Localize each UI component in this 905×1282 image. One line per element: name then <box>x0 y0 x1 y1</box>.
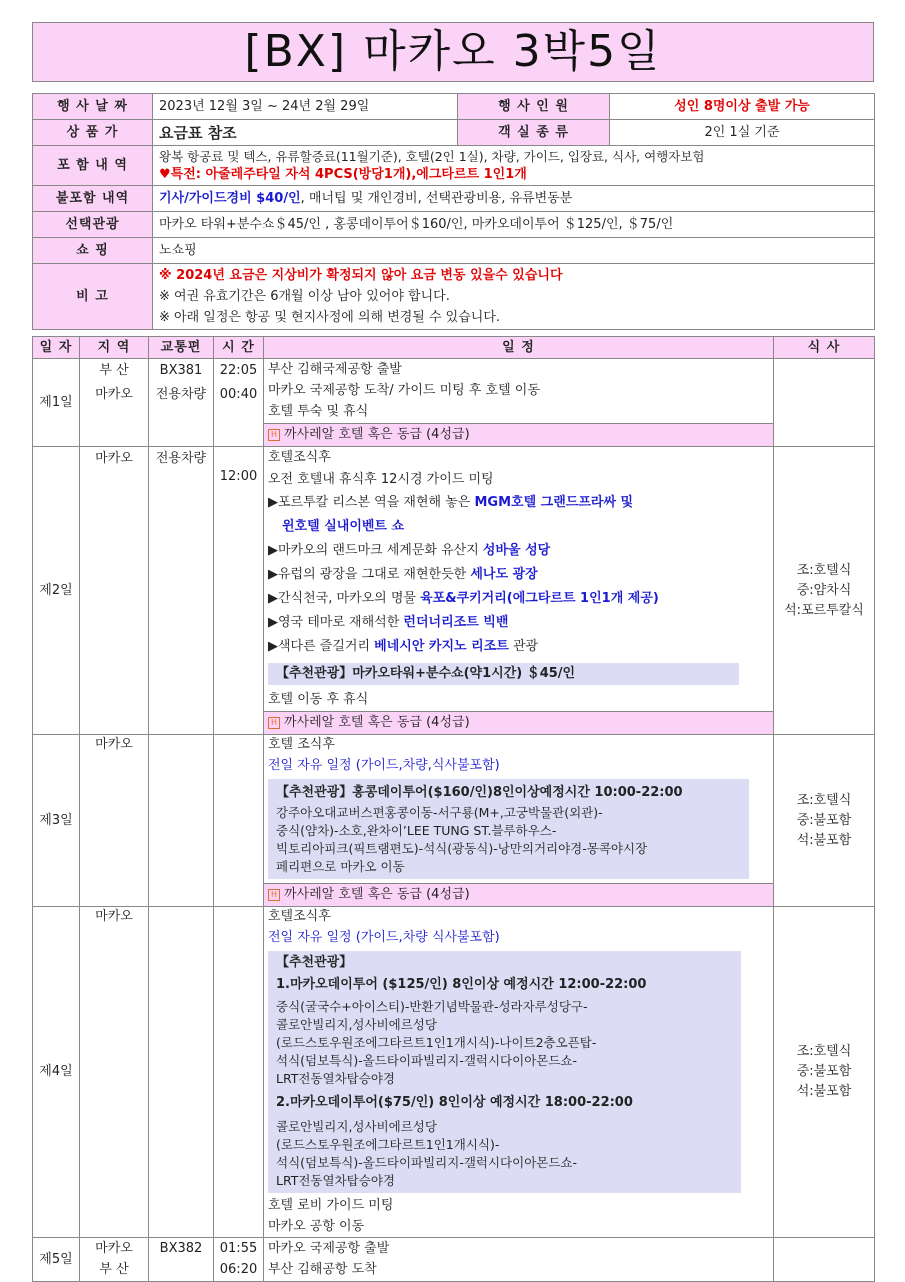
day4-tour1-line2: 콜로안빌리지,성사비에르성당 <box>276 1017 437 1032</box>
day2-hotel-text: 까사레알 호텔 혹은 동급 (4성급) <box>284 715 470 730</box>
day3-time <box>214 735 264 907</box>
optional-value: 마카오 타워+분수쇼＄45/인 , 홍콩데이투어＄160/인, 마카오데이투어 ＄125/인, ＄75/인 <box>153 212 875 238</box>
day4-meal3: 석:불포함 <box>796 1084 852 1099</box>
day3-line2: 전일 자유 일정 (가이드,차량,식사불포함) <box>268 758 500 773</box>
day2-line5-highlight: 성바울 성당 <box>482 543 551 558</box>
day2-line9 <box>268 635 769 659</box>
day2-line6-highlight: 세나도 광장 <box>470 567 538 582</box>
day2-line5 <box>268 539 769 563</box>
day3-line1: 호텔 조식후 <box>268 737 335 752</box>
day2-row <box>33 447 875 735</box>
day2-line7 <box>268 587 769 611</box>
day5-time1: 01:55 <box>219 1241 258 1256</box>
day3-place-text: 마카오 <box>95 737 133 752</box>
info-table <box>32 93 875 330</box>
note-1: ※ 2024년 요금은 지상비가 확정되지 않아 요금 변동 있을수 있습니다 <box>159 268 563 283</box>
notes-label: 비 고 <box>33 264 153 330</box>
day2-time <box>214 447 264 735</box>
day4-box-title: 【추천관광】 <box>276 955 353 970</box>
header-day: 일 자 <box>33 337 80 359</box>
day1-transport <box>149 359 214 447</box>
day5-row <box>33 1238 875 1282</box>
day1-row <box>33 359 875 447</box>
header-time: 시 간 <box>214 337 264 359</box>
day2-line4: 윈호텔 실내이벤트 쇼 <box>282 519 405 534</box>
hotel-icon: H <box>268 717 280 729</box>
day3-row <box>33 735 875 907</box>
header-place: 지 역 <box>80 337 149 359</box>
day5-line2: 부산 김해공항 도착 <box>268 1262 377 1277</box>
day1-place2: 마카오 <box>95 387 133 402</box>
day4-label: 제4일 <box>33 907 80 1238</box>
day2-line8-pre: ▶영국 테마로 재해석한 <box>268 615 404 630</box>
day5-place <box>80 1238 149 1282</box>
day2-line9-post: 관광 <box>508 639 539 654</box>
day5-meal <box>774 1238 875 1282</box>
day5-time <box>214 1238 264 1282</box>
day2-transport-text: 전용차량 <box>155 451 207 466</box>
day2-hotel <box>264 711 773 734</box>
day2-recommend-box <box>268 663 739 685</box>
day3-place <box>80 735 149 907</box>
day4-meal1: 조:호텔식 <box>796 1044 852 1059</box>
day2-line6 <box>268 563 769 587</box>
day2-line3-pre: ▶포르투칼 리스본 역을 재현해 놓은 <box>268 495 475 510</box>
day3-transport <box>149 735 214 907</box>
day2-transport <box>149 447 214 735</box>
day3-box-title: 【추천관광】홍콩데이투어($160/인)8인이상예정시간 10:00-22:00 <box>276 785 683 800</box>
day2-line3 <box>268 491 769 515</box>
day4-tour2-line4: LRT전동열차탑승야경 <box>276 1173 395 1188</box>
day1-line2: 마카오 국제공항 도착/ 가이드 미팅 후 호텔 이동 <box>268 383 540 398</box>
day4-line4: 마카오 공항 이동 <box>268 1219 365 1234</box>
day2-meal2: 중:얌차식 <box>796 582 852 598</box>
day2-meal <box>774 447 875 735</box>
day4-tour1-line3: (로드스토우원조에그타르트1인1개시식)-나이트2층오픈탑- <box>276 1035 597 1050</box>
room-value: 2인 1실 기준 <box>610 120 875 146</box>
include-label: 포 함 내 역 <box>33 146 153 186</box>
day1-place <box>80 359 149 447</box>
day5-transport <box>149 1238 214 1282</box>
day2-box-text: 【추천관광】마카오타워+분수쇼(약1시간) ＄45/인 <box>276 666 576 681</box>
day1-transport2: 전용차량 <box>155 387 207 402</box>
note-2: ※ 여권 유효기간은 6개월 이상 남아 있어야 합니다. <box>159 289 450 304</box>
day4-time <box>214 907 264 1238</box>
price-value: 요금표 참조 <box>153 120 458 146</box>
price-label: 상 품 가 <box>33 120 153 146</box>
exclude-rest: , 매너팁 및 개인경비, 선택관광비용, 유류변동분 <box>300 190 573 206</box>
shopping-value: 노쇼핑 <box>153 238 875 264</box>
notes-cell <box>153 264 875 330</box>
day2-line5-pre: ▶마카오의 랜드마크 세계문화 유산지 <box>268 543 483 558</box>
day2-meal3: 석:포르투칼식 <box>784 602 864 618</box>
day4-tour2-line2: (로드스토우원조에그타르트1인1개시식)- <box>276 1137 500 1152</box>
day1-line3: 호텔 투숙 및 휴식 <box>268 404 369 419</box>
day2-place <box>80 447 149 735</box>
day2-time-text: 12:00 <box>219 469 258 484</box>
day2-place-text: 마카오 <box>95 451 133 466</box>
day1-place1: 부 산 <box>99 363 129 378</box>
day2-line6-pre: ▶유럽의 광장을 그대로 재현한듯한 <box>268 567 471 582</box>
shopping-label: 쇼 핑 <box>33 238 153 264</box>
day4-place <box>80 907 149 1238</box>
day1-time <box>214 359 264 447</box>
note-3: ※ 아래 일정은 항공 및 현지사정에 의해 변경될 수 있습니다. <box>159 310 501 325</box>
day5-label: 제5일 <box>33 1238 80 1282</box>
day1-transport1: BX381 <box>159 363 203 378</box>
day1-itinerary <box>264 359 774 447</box>
exclude-guide-fee: 기사/가이드경비 $40/인 <box>159 190 301 206</box>
day4-tour2-line3: 석식(덤보특식)-올드타이파빌리지-갤럭시다이아몬드쇼- <box>276 1155 578 1170</box>
day4-row <box>33 907 875 1238</box>
day1-hotel <box>264 423 773 446</box>
page-title: [BX] 마카오 3박5일 <box>32 22 874 82</box>
day3-meal1: 조:호텔식 <box>796 792 852 808</box>
day4-tour1-line4: 석식(덤보특식)-올드타이파빌리지-갤럭시다이아몬드쇼- <box>276 1053 578 1068</box>
date-label: 행 사 날 짜 <box>33 94 153 120</box>
day1-hotel-text: 까사레알 호텔 혹은 동급 (4성급) <box>284 427 470 442</box>
day4-line2: 전일 자유 일정 (가이드,차량 식사불포함) <box>268 930 500 945</box>
day2-label: 제2일 <box>33 447 80 735</box>
day3-hotel <box>264 883 773 906</box>
day5-itinerary <box>264 1238 774 1282</box>
day4-meal <box>774 907 875 1238</box>
hotel-icon: H <box>268 889 280 901</box>
day4-recommend-box <box>268 951 741 1193</box>
include-cell <box>153 146 875 186</box>
day4-tour1-line5: LRT전동열차탑승야경 <box>276 1071 395 1086</box>
day2-meal1: 조:호텔식 <box>796 562 852 578</box>
day1-label: 제1일 <box>33 359 80 447</box>
day4-place-text: 마카오 <box>95 909 133 924</box>
day3-label: 제3일 <box>33 735 80 907</box>
day3-box-line4: 페리편으로 마카오 이동 <box>276 859 405 874</box>
day3-recommend-box <box>268 779 749 879</box>
day2-line8 <box>268 611 769 635</box>
day4-tour1-title: 1.마카오데이투어 ($125/인) 8인이상 예정시간 12:00-22:00 <box>276 977 647 992</box>
hotel-icon: H <box>268 429 280 441</box>
day1-line1: 부산 김해국제공항 출발 <box>268 362 402 377</box>
people-value: 성인 8명이상 출발 가능 <box>610 94 875 120</box>
day2-line8-highlight: 런더너리조트 빅밴 <box>403 615 509 630</box>
day1-meal <box>774 359 875 447</box>
day5-time2: 06:20 <box>219 1262 258 1277</box>
day1-time2: 00:40 <box>219 387 258 402</box>
day5-line1: 마카오 국제공항 출발 <box>268 1241 390 1256</box>
day5-transport-text: BX382 <box>159 1241 203 1256</box>
day3-box-line2: 중식(얌차)-소호,완차이’LEE TUNG ST.블루하우스- <box>276 823 557 838</box>
day3-hotel-text: 까사레알 호텔 혹은 동급 (4성급) <box>284 887 470 902</box>
date-value: 2023년 12월 3일 ~ 24년 2월 29일 <box>153 94 458 120</box>
day3-itinerary <box>264 735 774 907</box>
day3-meal <box>774 735 875 907</box>
day1-time1: 22:05 <box>219 363 258 378</box>
room-label: 객 실 종 류 <box>458 120 610 146</box>
day2-line9-pre: ▶색다른 즐길거리 <box>268 639 375 654</box>
day5-place1: 마카오 <box>95 1241 133 1256</box>
day4-tour1-line1: 중식(굴국수+아이스티)-반환기념박물관-성라자루성당구- <box>276 999 588 1014</box>
exclude-label: 불포함 내역 <box>33 186 153 212</box>
day4-transport <box>149 907 214 1238</box>
day4-line1: 호텔조식후 <box>268 909 331 924</box>
day3-box-line3: 빅토리아피크(픽트램편도)-석식(광동식)-낭만의거리야경-몽콕야시장 <box>276 841 648 856</box>
day2-itinerary <box>264 447 774 735</box>
header-transport: 교통편 <box>149 337 214 359</box>
day4-tour2-title: 2.마카오데이투어($75/인) 8인이상 예정시간 18:00-22:00 <box>276 1095 633 1110</box>
people-label: 행 사 인 원 <box>458 94 610 120</box>
day3-meal2: 중:불포함 <box>796 812 852 828</box>
day4-itinerary <box>264 907 774 1238</box>
header-meal: 식 사 <box>774 337 875 359</box>
day2-line7-highlight: 육포&쿠키거리(에그타르트 1인1개 제공) <box>420 591 659 606</box>
day2-line7-pre: ▶간식천국, 마카오의 명물 <box>268 591 421 606</box>
day4-meal2: 중:불포함 <box>796 1064 852 1079</box>
day2-line2: 오전 호텔내 휴식후 12시경 가이드 미팅 <box>268 472 494 487</box>
day4-tour2-line1: 콜로안빌리지,성사비에르성당 <box>276 1119 437 1134</box>
day3-meal3: 석:불포함 <box>796 832 852 848</box>
day2-line3-highlight: MGM호텔 그랜드프라싸 및 <box>474 495 634 510</box>
header-itinerary: 일 정 <box>264 337 774 359</box>
include-line2: ♥특전: 아줄레주타일 자석 4PCS(방당1개),에그타르트 1인1개 <box>159 166 527 182</box>
day4-line3: 호텔 로비 가이드 미팅 <box>268 1198 394 1213</box>
day2-line1: 호텔조식후 <box>268 450 331 465</box>
day2-line9-highlight: 베네시안 카지노 리조트 <box>374 639 509 654</box>
schedule-table <box>32 336 875 1282</box>
day5-place2: 부 산 <box>99 1262 129 1277</box>
optional-label: 선택관광 <box>33 212 153 238</box>
day3-box-line1: 강주아오대교버스편홍콩이동-서구룡(M+,고궁박물관(외관)- <box>276 805 603 820</box>
exclude-cell <box>153 186 875 212</box>
day2-line10: 호텔 이동 후 휴식 <box>268 692 369 707</box>
include-line1: 왕복 항공료 및 텍스, 유류할증료(11월기준), 호텔(2인 1실), 차량, 가이드, 입장료, 식사, 여행자보험 <box>159 148 705 164</box>
